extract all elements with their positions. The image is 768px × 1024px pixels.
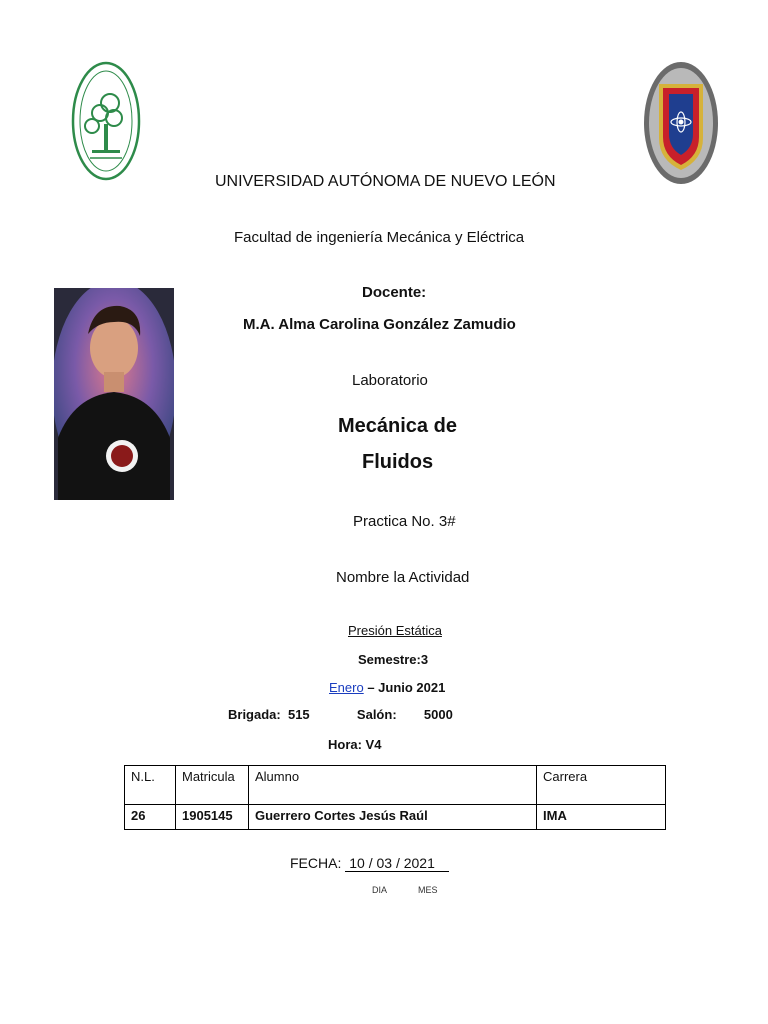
header-nl: N.L. (125, 766, 176, 805)
activity-name: Presión Estática (348, 623, 442, 638)
header-alumno: Alumno (249, 766, 537, 805)
room-value: 5000 (423, 707, 453, 722)
header-carrera: Carrera (537, 766, 666, 805)
brigade-label: Brigada: (228, 707, 281, 722)
brigade-value: 515 (287, 707, 310, 722)
period (329, 680, 445, 695)
date-label: FECHA: (290, 855, 342, 871)
practice-number: Practica No. 3# (353, 513, 456, 530)
fime-logo (642, 60, 720, 186)
cell-carrera: IMA (537, 805, 666, 830)
activity-label: Nombre la Actividad (336, 569, 470, 586)
day-caption: DIA (372, 885, 388, 895)
table-row (125, 805, 666, 830)
date-value: 10 / 03 / 2021 (345, 855, 449, 872)
hour: Hora: V4 (328, 737, 382, 752)
month-caption: MES (418, 885, 438, 895)
room-label: Salón: (356, 707, 397, 722)
period-month-start: Enero (329, 680, 364, 695)
teacher-name: M.A. Alma Carolina González Zamudio (243, 316, 516, 333)
course-title-line1: Mecánica de (338, 415, 457, 437)
period-rest: – Junio 2021 (363, 680, 446, 695)
course-title-line2: Fluidos (362, 451, 434, 473)
semester: Semestre:3 (358, 652, 429, 667)
header-matricula: Matricula (176, 766, 249, 805)
course-type: Laboratorio (352, 372, 428, 389)
faculty-name: Facultad de ingeniería Mecánica y Eléctrica (234, 229, 525, 246)
cell-alumno: Guerrero Cortes Jesús Raúl (249, 805, 537, 830)
brigade-room (228, 707, 453, 722)
cell-nl: 26 (125, 805, 176, 830)
university-name: UNIVERSIDAD AUTÓNOMA DE NUEVO LEÓN (215, 173, 556, 190)
cell-matricula: 1905145 (176, 805, 249, 830)
teacher-label: Docente: (362, 284, 427, 301)
date-line (290, 855, 449, 872)
students-table (124, 765, 666, 830)
uanl-logo (70, 58, 142, 184)
table-header-row (125, 766, 666, 805)
student-photo (54, 288, 174, 500)
